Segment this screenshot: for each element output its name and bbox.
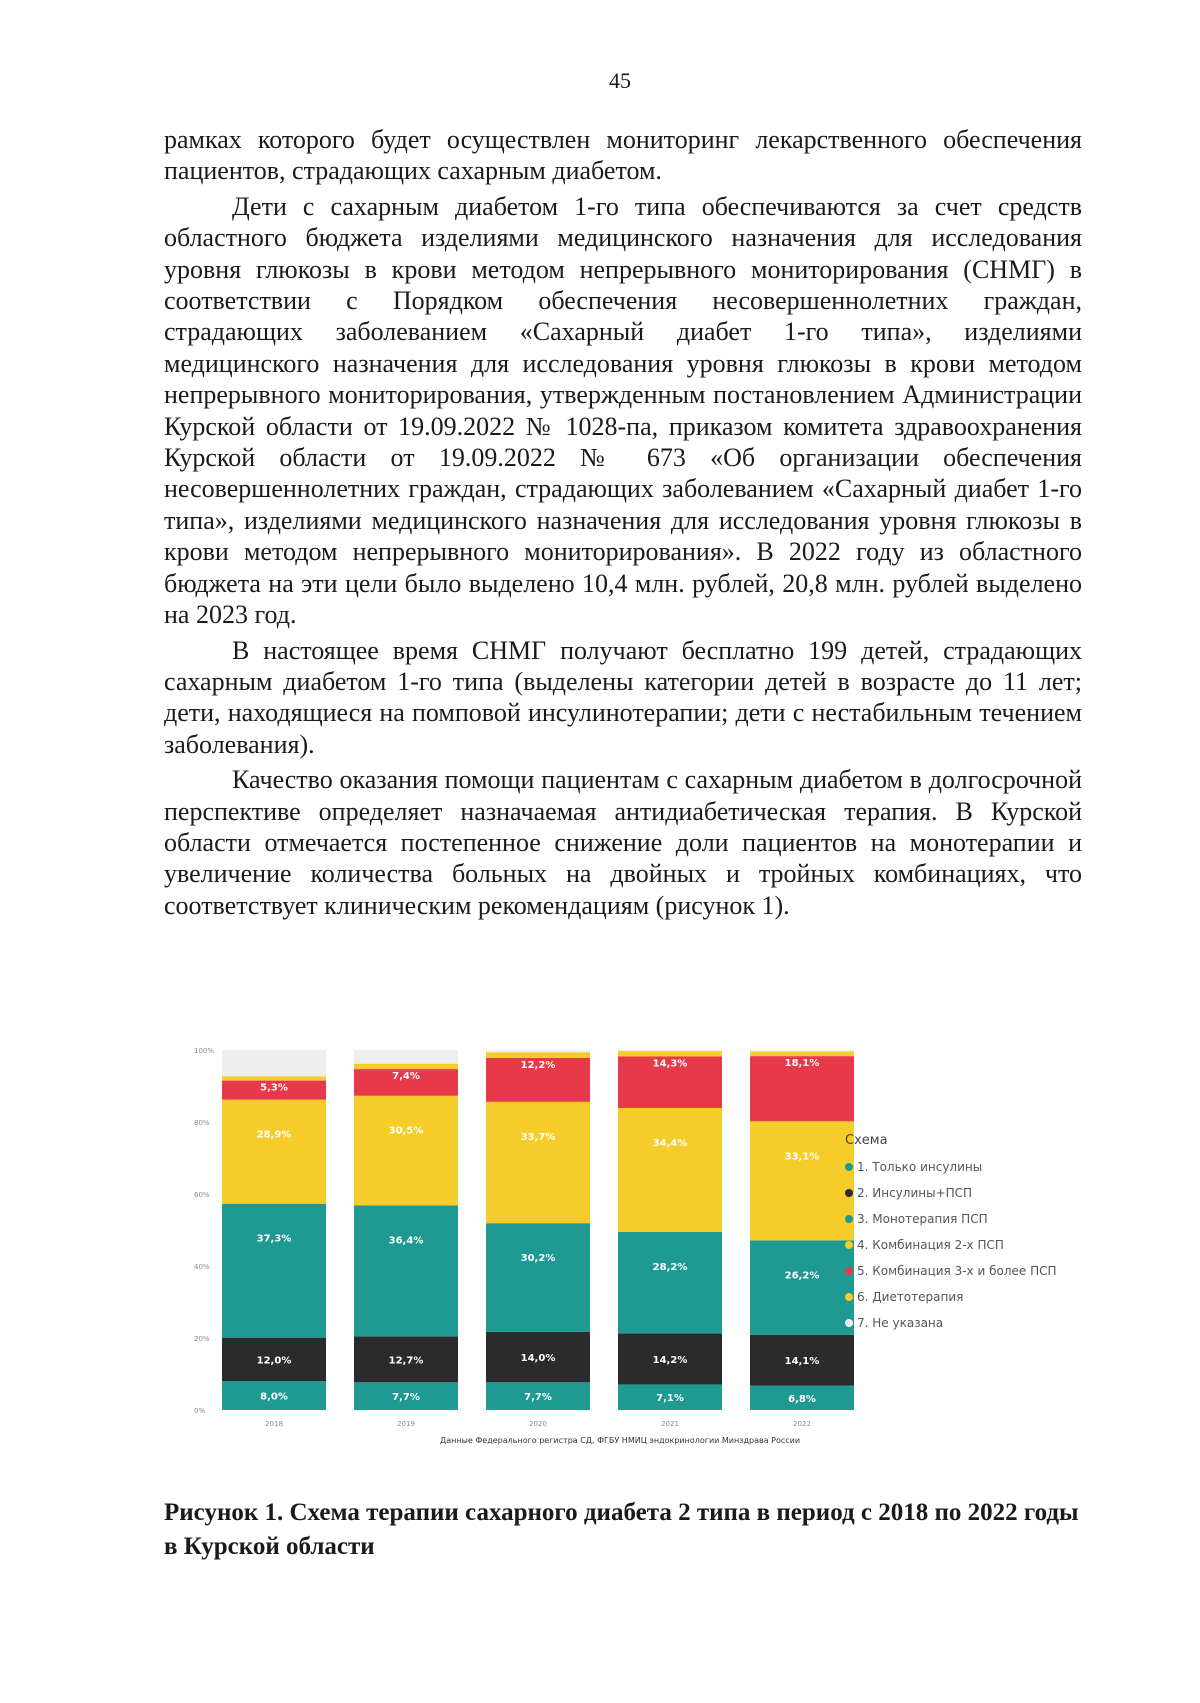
data-label: 30,5%	[388, 1125, 424, 1137]
legend-label: 6. Диетотерапия	[857, 1290, 964, 1304]
data-label: 33,1%	[784, 1151, 820, 1163]
bar-segment	[486, 1223, 590, 1332]
bar-segment	[222, 1100, 326, 1204]
bar-segment	[354, 1064, 458, 1069]
bar-segment	[222, 1050, 326, 1076]
legend-swatch	[845, 1215, 853, 1223]
data-label: 12,2%	[520, 1059, 556, 1071]
bar-segment	[486, 1052, 590, 1058]
data-label: 33,7%	[520, 1131, 556, 1143]
data-label: 7,7%	[524, 1392, 552, 1404]
data-label: 14,1%	[784, 1356, 820, 1368]
bar-segment	[222, 1204, 326, 1338]
legend-item	[845, 1258, 1085, 1284]
legend-item	[845, 1180, 1085, 1206]
data-label: 12,0%	[256, 1355, 292, 1367]
data-label: 18,1%	[784, 1058, 820, 1070]
bar-segment	[750, 1051, 854, 1056]
bar-segment	[750, 1240, 854, 1334]
bar-segment	[750, 1121, 854, 1240]
legend-swatch	[845, 1189, 853, 1197]
data-label: 36,4%	[388, 1235, 424, 1247]
chart-legend	[845, 1133, 1085, 1336]
bar-segment	[354, 1206, 458, 1337]
paragraph-3: В настоящее время СНМГ получают бесплатно 199 детей, страдающих сахарным диабетом 1-го типа (выделены категории детей в возрасте до 11 лет; дети, находящиеся на помповой инсулинотерапии; дети с нестабильным течением заболевания).	[164, 635, 1082, 759]
x-tick-label: 2021	[661, 1420, 679, 1428]
paragraph-4: Качество оказания помощи пациентам с сахарным диабетом в долгосрочной перспективе определяет назначаемая антидиабетическая терапия. В Курской области отмечается постепенное снижение доли пациентов на монотерапии и увеличение количества больных на двойных и тройных комбинациях, что соответствует клиническим рекомендациям (рисунок 1).	[164, 765, 1082, 920]
legend-swatch	[845, 1241, 853, 1249]
legend-label: 3. Монотерапия ПСП	[857, 1212, 988, 1226]
y-tick-label: 0%	[194, 1407, 206, 1415]
legend-label: 2. Инсулины+ПСП	[857, 1186, 973, 1200]
legend-item	[845, 1232, 1085, 1258]
figure-caption: Рисунок 1. Схема терапии сахарного диабета 2 типа в период с 2018 по 2022 годы в Курской области	[164, 1499, 1079, 1560]
legend-label: 7. Не указана	[857, 1316, 944, 1330]
body-text	[164, 124, 1082, 921]
y-tick-label: 100%	[194, 1047, 215, 1055]
chart-source-note: Данные Федерального регистра СД, ФГБУ НМИЦ эндокринологии Минздрава России	[440, 1436, 801, 1445]
data-label: 14,3%	[652, 1058, 688, 1070]
bar-segment	[486, 1102, 590, 1223]
x-tick-label: 2020	[529, 1420, 547, 1428]
data-label: 7,1%	[656, 1393, 684, 1405]
bar-segment	[618, 1050, 722, 1051]
data-label: 14,0%	[520, 1353, 556, 1365]
x-tick-label: 2019	[397, 1420, 415, 1428]
x-tick-label: 2022	[793, 1420, 811, 1428]
y-tick-label: 80%	[194, 1119, 210, 1127]
bar-segment	[618, 1232, 722, 1334]
legend-item	[845, 1154, 1085, 1180]
bar-segment	[618, 1108, 722, 1232]
x-tick-label: 2018	[265, 1420, 283, 1428]
legend-swatch	[845, 1319, 853, 1327]
data-label: 14,2%	[652, 1354, 688, 1366]
legend-item	[845, 1310, 1085, 1336]
y-tick-label: 20%	[194, 1335, 210, 1343]
data-label: 8,0%	[260, 1391, 288, 1403]
data-label: 6,8%	[788, 1393, 816, 1405]
page-number: 45	[609, 68, 631, 93]
y-tick-label: 60%	[194, 1191, 210, 1199]
data-label: 37,3%	[256, 1233, 292, 1245]
paragraph-1: рамках которого будет осуществлен мониторинг лекарственного обеспечения пациентов, страдающих сахарным диабетом.	[164, 125, 1082, 186]
y-tick-label: 40%	[194, 1263, 210, 1271]
data-label: 28,2%	[652, 1261, 688, 1273]
data-label: 34,4%	[652, 1137, 688, 1149]
data-label: 7,4%	[392, 1071, 420, 1083]
legend-item	[845, 1206, 1085, 1232]
legend-label: 5. Комбинация 3-х и более ПСП	[857, 1264, 1057, 1278]
bar-segment	[618, 1051, 722, 1056]
legend-title: Схема	[845, 1133, 888, 1148]
legend-swatch	[845, 1267, 853, 1275]
bar-segment	[486, 1050, 590, 1052]
paragraph-2: Дети с сахарным диабетом 1-го типа обеспечиваются за счет средств областного бюджета изделиями медицинского назначения для исследования уровня глюкозы в крови методом непрерывного мониторирования (СНМГ) в соответствии с Порядком обеспечения несовершеннолетних граждан, страдающих заболеванием «Сахарный диабет 1-го типа», изделиями медицинского назначения для исследования уровня глюкозы в крови методом непрерывного мониторирования, утвержденным постановлением Администрации Курской области от 19.09.2022 № 1028-па, приказом комитета здравоохранения Курской области от 19.09.2022 № 673 «Об организации обеспечения несовершеннолетних граждан, страдающих заболеванием «Сахарный диабет 1-го типа», изделиями медицинского назначения для исследования уровня глюкозы в крови методом непрерывного мониторирования». В 2022 году из областного бюджета на эти цели было выделено 10,4 млн. рублей, 20,8 млн. рублей выделено на 2023 год.	[164, 191, 1082, 630]
legend-label: 1. Только инсулины	[857, 1160, 983, 1174]
data-label: 30,2%	[520, 1253, 556, 1265]
data-label: 7,7%	[392, 1392, 420, 1404]
data-label: 5,3%	[260, 1082, 288, 1094]
legend-swatch	[845, 1163, 853, 1171]
bar-segment	[222, 1076, 326, 1080]
data-label: 12,7%	[388, 1355, 424, 1367]
data-label: 28,9%	[256, 1129, 292, 1141]
legend-swatch	[845, 1293, 853, 1301]
legend-item	[845, 1284, 1085, 1310]
data-label: 26,2%	[784, 1270, 820, 1282]
bar-segment	[354, 1096, 458, 1206]
legend-label: 4. Комбинация 2-х ПСП	[857, 1238, 1004, 1252]
bar-segment	[750, 1050, 854, 1051]
bar-segment	[354, 1050, 458, 1064]
